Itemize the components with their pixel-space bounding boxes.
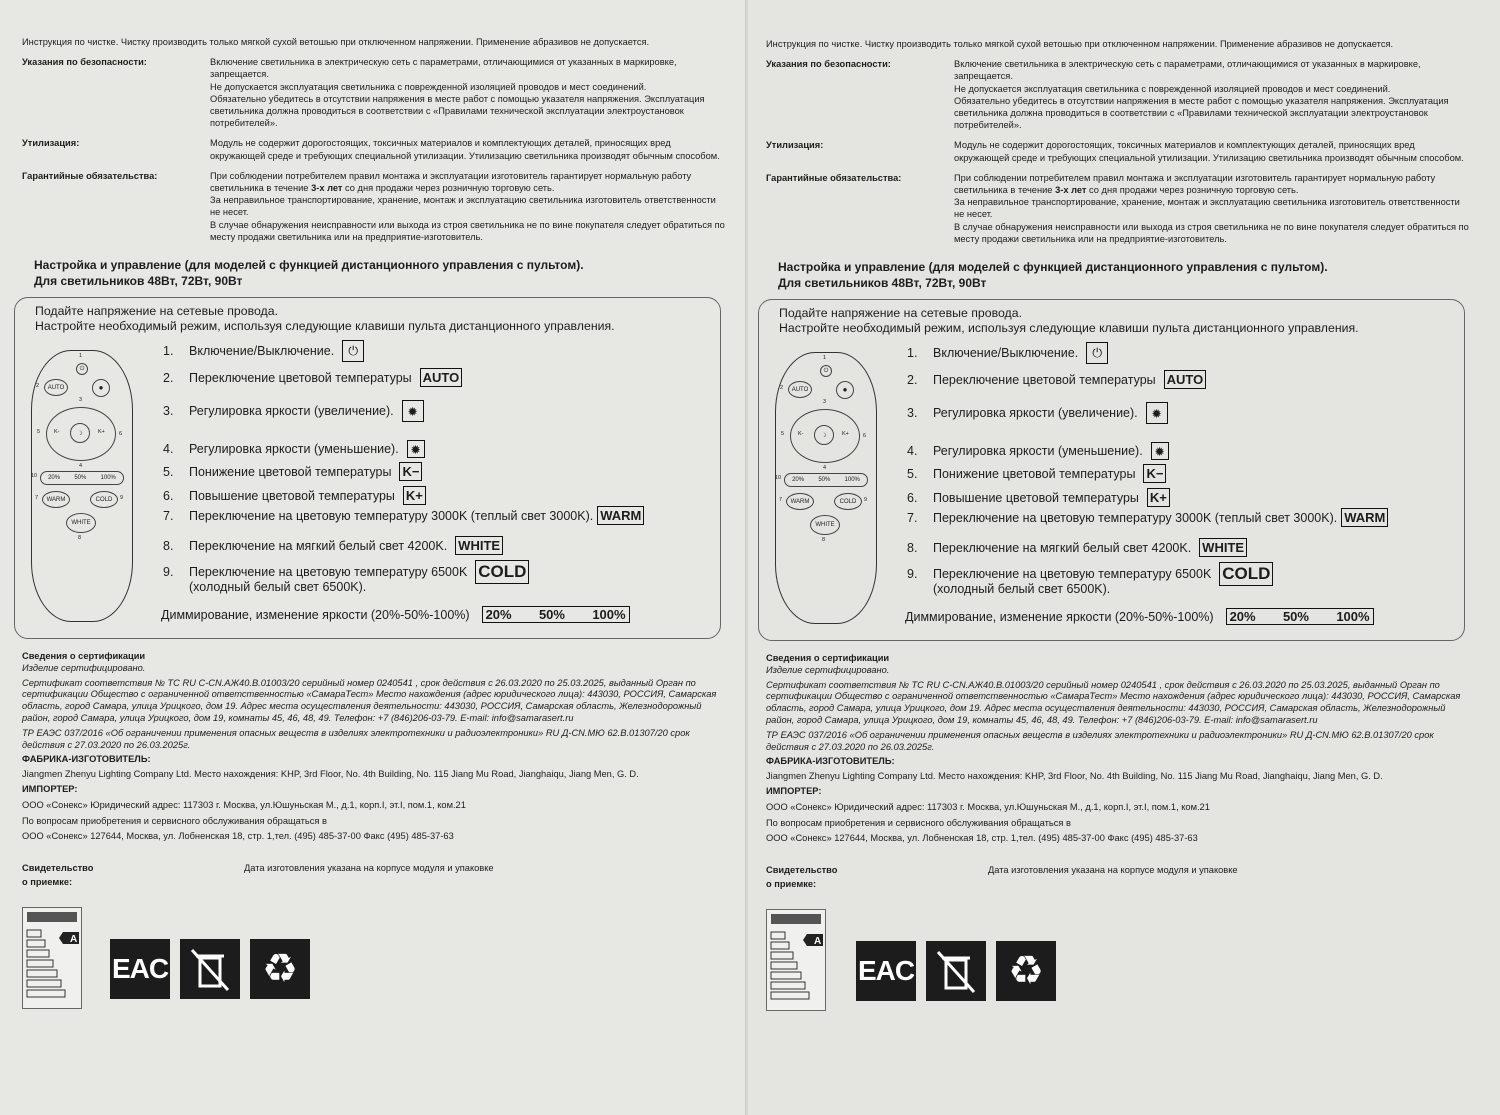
warranty-text-3: В случае обнаружения неисправности или выхода из строя светильника не по вине покупателя следует обратиться по месту продажи светильника или на предприятие-изготовитель.: [210, 219, 725, 242]
step-3: 3. Регулировка яркости (увеличение). ✹: [907, 402, 1168, 424]
step-8: 8. Переключение на мягкий белый свет 4200K. WHITE: [907, 538, 1247, 557]
remote-cold-button: COLD: [834, 493, 862, 510]
remote-power-icon: ⏻: [820, 365, 832, 377]
cleaning-instructions: Инструкция по чистке. Чистку производить только мягкой сухой ветошью при отключенном напряжении. Применение абразивов не допускается.: [766, 39, 1394, 49]
step-5: 5. Понижение цветовой температуры K−: [907, 464, 1166, 483]
eac-mark-icon: EAC: [856, 941, 916, 1001]
warranty-text-1: При соблюдении потребителем правил монтажа и эксплуатации изготовитель гарантирует нормальную работу светильника в течение 3-х лет со дня продажи через розничную торговую сеть.: [210, 170, 692, 194]
warranty-text-1: При соблюдении потребителем правил монтажа и эксплуатации изготовитель гарантирует нормальную работу светильника в течение 3-х лет со дня продажи через розничную торговую сеть.: [954, 172, 1436, 196]
remote-dim-bar: 20% 50% 100%: [40, 471, 124, 485]
step-9: 9. Переключение на цветовую температуру 6500K COLD: [163, 560, 529, 584]
remote-auto-button: AUTO: [788, 381, 812, 398]
remote-moon-icon: ☽: [70, 423, 90, 443]
step-5: 5. Понижение цветовой температуры K−: [163, 462, 422, 481]
svg-text:A: A: [70, 934, 78, 946]
warranty-text-2: За неправильное транспортирование, хранение, монтаж и эксплуатацию светильника изготовитель ответственности не несет.: [210, 195, 716, 218]
energy-label-icon: [22, 907, 82, 1009]
step-3: 3. Регулировка яркости (увеличение). ✹: [163, 400, 424, 422]
setup-intro: Подайте напряжение на сетевые провода. Настройте необходимый режим, используя следующие клавиши пульта дистанционного управления.: [779, 306, 1359, 335]
remote-moon-icon: ☽: [814, 425, 834, 445]
safety-label: Указания по безопасности:: [766, 59, 891, 70]
recycle-icon: ♻: [250, 939, 310, 999]
acceptance-label: Свидетельство о приемке:: [22, 863, 94, 888]
safety-text-3: Обязательно убедитесь в отсутствии напряжения в месте работ с помощью указателя напряжения. Эксплуатация светильника должна проводиться в соответствии с «Правилами технической эксплуатации электроустановок потребителей».: [954, 95, 1449, 131]
step-9: 9. Переключение на цветовую температуру 6500K COLD: [907, 562, 1273, 586]
marks-row: [22, 901, 727, 1021]
setup-heading: Настройка и управление (для моделей с функцией дистанционного управления с пультом). Для светильников 48Вт, 72Вт, 90Вт: [778, 260, 1328, 291]
warranty-section: [22, 170, 727, 243]
warranty-section: [766, 172, 1471, 245]
warranty-label: Гарантийные обязательства:: [22, 170, 158, 181]
marks-row: [766, 903, 1471, 1023]
disposal-text: Модуль не содержит дорогостоящих, токсичных материалов и комплектующих деталей, приносящих вред окружающей среде и требующих специальной утилизации. Утилизацию светильника производят обычным способом.: [954, 140, 1464, 163]
crossed-bin-icon: [926, 941, 986, 1001]
safety-text-1: Включение светильника в электрическую сеть с параметрами, отличающимися от указанных в маркировке, запрещается.: [954, 59, 1421, 82]
manufacture-date-note: Дата изготовления указана на корпусе модуля и упаковке: [988, 865, 1238, 876]
disposal-section: [766, 139, 1471, 163]
step-4: 4. Регулировка яркости (уменьшение). ✹: [907, 442, 1169, 460]
remote-auto-button: AUTO: [44, 379, 68, 396]
safety-text-3: Обязательно убедитесь в отсутствии напряжения в месте работ с помощью указателя напряжения. Эксплуатация светильника должна проводиться в соответствии с «Правилами технической эксплуатации электроустановок потребителей».: [210, 93, 705, 129]
remote-white-button: WHITE: [810, 515, 840, 535]
recycle-icon: ♻: [996, 941, 1056, 1001]
remote-dim-bar: 20% 50% 100%: [784, 473, 868, 487]
dimming-badge: 20% 50% 100%: [482, 606, 630, 623]
step-7: 7. Переключение на цветовую температуру 3000K (теплый свет 3000K). WARM: [163, 506, 644, 525]
remote-bright-icon: ✹: [836, 381, 854, 399]
setup-intro: Подайте напряжение на сетевые провода. Настройте необходимый режим, используя следующие клавиши пульта дистанционного управления.: [35, 304, 615, 333]
dimming-row: Диммирование, изменение яркости (20%-50%-100%) 20% 50% 100%: [161, 606, 630, 623]
acceptance-row: [766, 863, 1471, 891]
step-9-continued: (холодный белый свет 6500K).: [189, 580, 367, 595]
step-2: 2. Переключение цветовой температуры AUTO: [163, 368, 462, 387]
brightness-up-icon: ✹: [1146, 402, 1168, 424]
disposal-section: [22, 137, 727, 161]
step-1: 1. Включение/Выключение. ⏻: [163, 340, 364, 362]
crossed-bin-icon: [180, 939, 240, 999]
brightness-down-icon: ✹: [407, 440, 425, 458]
page-right: [748, 0, 1500, 1115]
remote-bright-icon: ✹: [92, 379, 110, 397]
energy-label-icon: [766, 909, 826, 1011]
step-7: 7. Переключение на цветовую температуру 3000K (теплый свет 3000K). WARM: [907, 508, 1388, 527]
eac-mark-icon: EAC: [110, 939, 170, 999]
manufacture-date-note: Дата изготовления указана на корпусе модуля и упаковке: [244, 863, 494, 874]
brightness-down-icon: ✹: [1151, 442, 1169, 460]
remote-control-box: [14, 297, 721, 639]
remote-control-box: [758, 299, 1465, 641]
safety-text-2: Не допускается эксплуатация светильника с поврежденной изоляцией проводов и мест соединений.: [210, 81, 647, 92]
disposal-label: Утилизация:: [766, 140, 824, 151]
acceptance-label: Свидетельство о приемке:: [766, 865, 838, 890]
svg-text:A: A: [814, 936, 822, 948]
warranty-label: Гарантийные обязательства:: [766, 172, 902, 183]
step-8: 8. Переключение на мягкий белый свет 4200K. WHITE: [163, 536, 503, 555]
remote-warm-button: WARM: [786, 493, 814, 510]
step-9-continued: (холодный белый свет 6500K).: [933, 582, 1111, 597]
remote-power-icon: ⏻: [76, 363, 88, 375]
power-icon: ⏻: [342, 340, 364, 362]
dimming-row: Диммирование, изменение яркости (20%-50%-100%) 20% 50% 100%: [905, 608, 1374, 625]
step-1: 1. Включение/Выключение. ⏻: [907, 342, 1108, 364]
disposal-label: Утилизация:: [22, 138, 80, 149]
step-6: 6. Повышение цветовой температуры K+: [907, 488, 1170, 507]
page-left-content: [22, 36, 727, 1021]
warranty-text-3: В случае обнаружения неисправности или выхода из строя светильника не по вине покупателя следует обратиться по месту продажи светильника или на предприятие-изготовитель.: [954, 221, 1469, 244]
certification-section: Сведения о сертификации Изделие сертифицировано. Сертификат соответствия № ТС RU С-CN.АЖ40.В.01003/20 серийный номер 0240541 , срок действия с 26.03.2020 по 25.03.2025, выданный Орган по сертификации Общество с ограниченной ответственностью «СамараТест» Место нахождения (адрес юридического лица): 443030, РОССИЯ, Самарская область, город Самара, улица Урицкого, дом 19. Адрес места осуществления деятельности: 443030, РОССИЯ, Самарская область, Железнодорожный район, город Самара, улица Урицкого, дом 19, комнаты 45, 46, 48, 49. Телефон: +7 (846)206-03-79. E-mail: info@samarasert.ru ТР ЕАЭС 037/2016 «Об ограничении применения опасных веществ в изделиях электротехники и радиоэлектроники» RU Д-CN.МЮ 62.В.01307/20 срок действия с 27.03.2020 по 26.03.2025г. ФАБРИКА-ИЗГОТОВИТЕЛЬ: Jiangmen Zhenyu Lighting Company Ltd. Место нахождения: KHP, 3rd Floor, No. 4th Building, No. 115 Jiang Mu Road, Jianghaiqu, Jiang Men, G. D. ИМПОРТЕР: ООО «Сонекс» Юридический адрес: 117303 г. Москва, ул.Юшуньская М., д.1, корп.I, эт.I, пом.1, ком.21 По вопросам приобретения и сервисного обслуживания обращаться в ООО «Сонекс» 127644, Москва, ул. Лобненская 18, стр. 1,тел. (495) 485-37-00 Факс (495) 485-37-63: [766, 653, 1461, 844]
certification-section: Сведения о сертификации Изделие сертифицировано. Сертификат соответствия № ТС RU С-CN.АЖ40.В.01003/20 серийный номер 0240541 , срок действия с 26.03.2020 по 25.03.2025, выданный Орган по сертификации Общество с ограниченной ответственностью «СамараТест» Место нахождения (адрес юридического лица): 443030, РОССИЯ, Самарская область, город Самара, улица Урицкого, дом 19. Адрес места осуществления деятельности: 443030, РОССИЯ, Самарская область, Железнодорожный район, город Самара, улица Урицкого, дом 19, комнаты 45, 46, 48, 49. Телефон: +7 (846)206-03-79. E-mail: info@samarasert.ru ТР ЕАЭС 037/2016 «Об ограничении применения опасных веществ в изделиях электротехники и радиоэлектроники» RU Д-CN.МЮ 62.В.01307/20 срок действия с 27.03.2020 по 26.03.2025г. ФАБРИКА-ИЗГОТОВИТЕЛЬ: Jiangmen Zhenyu Lighting Company Ltd. Место нахождения: KHP, 3rd Floor, No. 4th Building, No. 115 Jiang Mu Road, Jianghaiqu, Jiang Men, G. D. ИМПОРТЕР: ООО «Сонекс» Юридический адрес: 117303 г. Москва, ул.Юшуньская М., д.1, корп.I, эт.I, пом.1, ком.21 По вопросам приобретения и сервисного обслуживания обращаться в ООО «Сонекс» 127644, Москва, ул. Лобненская 18, стр. 1,тел. (495) 485-37-00 Факс (495) 485-37-63: [22, 651, 717, 842]
cleaning-instructions: Инструкция по чистке. Чистку производить только мягкой сухой ветошью при отключенном напряжении. Применение абразивов не допускается.: [22, 37, 650, 47]
brightness-up-icon: ✹: [402, 400, 424, 422]
remote-cold-button: COLD: [90, 491, 118, 508]
dimming-badge: 20% 50% 100%: [1226, 608, 1374, 625]
page-left: [0, 0, 745, 1115]
acceptance-row: [22, 861, 727, 889]
step-6: 6. Повышение цветовой температуры K+: [163, 486, 426, 505]
step-2: 2. Переключение цветовой температуры AUTO: [907, 370, 1206, 389]
remote-control-drawing: ⏻ 1 AUTO 2 ✹ 3 ☽ K- K+ 5 6 4 20% 50% 100% 10 WARM 7 COLD 9 WHITE 8: [31, 350, 133, 622]
safety-label: Указания по безопасности:: [22, 57, 147, 68]
remote-warm-button: WARM: [42, 491, 70, 508]
safety-text-2: Не допускается эксплуатация светильника с поврежденной изоляцией проводов и мест соединений.: [954, 83, 1391, 94]
safety-section: [766, 58, 1471, 131]
step-4: 4. Регулировка яркости (уменьшение). ✹: [163, 440, 425, 458]
power-icon: ⏻: [1086, 342, 1108, 364]
page-right-content: [766, 38, 1471, 1023]
remote-white-button: WHITE: [66, 513, 96, 533]
warranty-text-2: За неправильное транспортирование, хранение, монтаж и эксплуатацию светильника изготовитель ответственности не несет.: [954, 197, 1460, 220]
safety-section: [22, 56, 727, 129]
remote-control-drawing: ⏻ 1 AUTO 2 ✹ 3 ☽ K- K+ 5 6 4 20% 50% 100% 10 WARM 7 COLD 9 WHITE 8: [775, 352, 877, 624]
safety-text-1: Включение светильника в электрическую сеть с параметрами, отличающимися от указанных в маркировке, запрещается.: [210, 57, 677, 80]
setup-heading: Настройка и управление (для моделей с функцией дистанционного управления с пультом). Для светильников 48Вт, 72Вт, 90Вт: [34, 258, 584, 289]
disposal-text: Модуль не содержит дорогостоящих, токсичных материалов и комплектующих деталей, приносящих вред окружающей среде и требующих специальной утилизации. Утилизацию светильника производят обычным способом.: [210, 138, 720, 161]
